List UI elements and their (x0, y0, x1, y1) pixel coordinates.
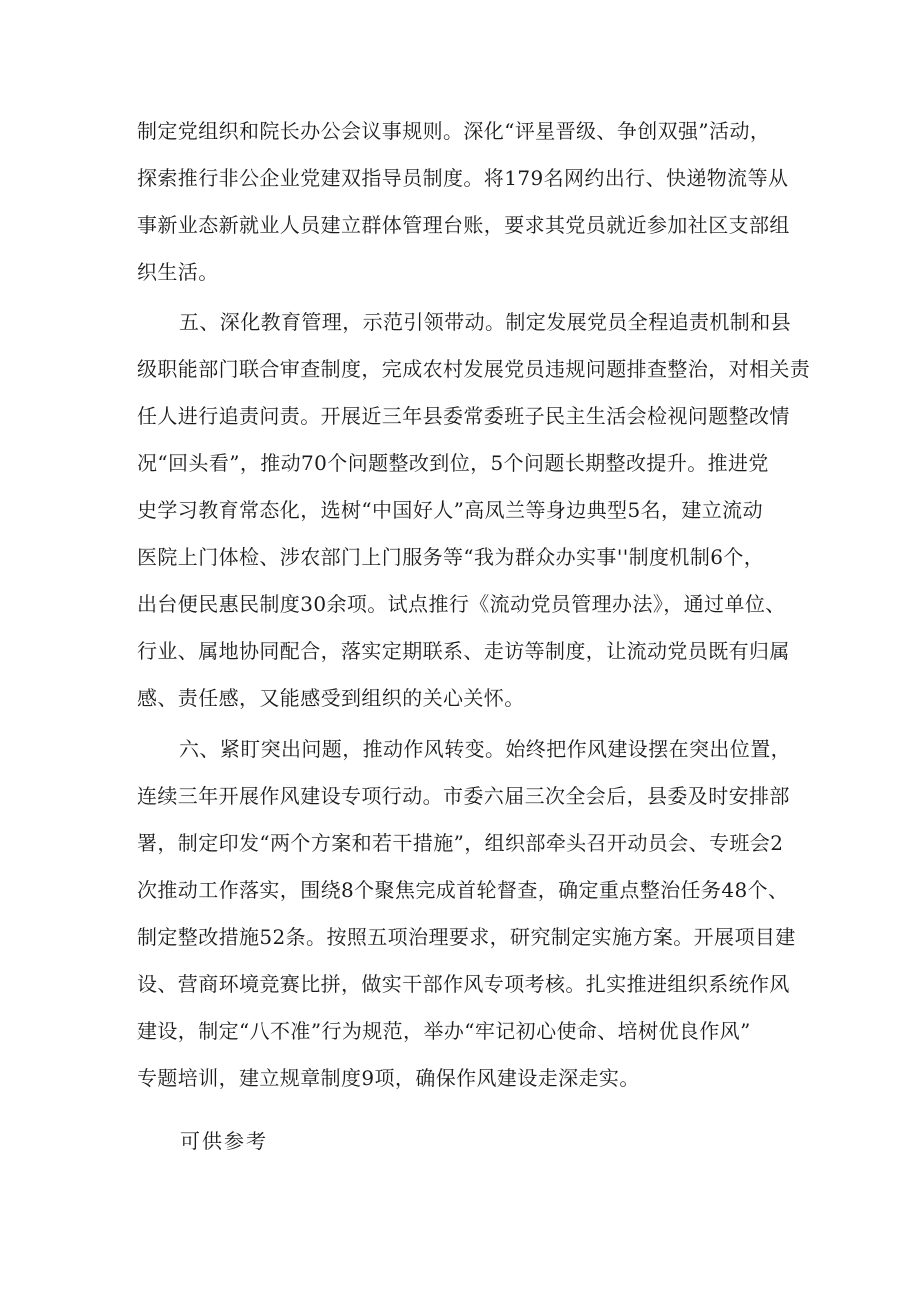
paragraph-2-line-5: 史学习教育常态化，选树“中国好人”高凤兰等身边典型5名，建立流动 (137, 498, 763, 522)
paragraph-2-line-3: 任人进行追责问责。开展近三年县委常委班子民主生活会检视问题整改情 (137, 404, 790, 428)
paragraph-2-line-2: 级职能部门联合审查制度，完成农村发展党员违规问题排查整治，对相关责 (137, 357, 811, 381)
paragraph-3-line-6: 设、营商环境竞赛比拼，做实干部作风专项考核。扎实推进组织系统作风 (137, 972, 790, 996)
paragraph-3-line-2: 连续三年开展作风建设专项行动。市委六届三次全会后，县委及时安排部 (137, 784, 790, 808)
paragraph-1-line-2: 探索推行非公企业党建双指导员制度。将179名网约出行、快递物流等从 (137, 166, 789, 190)
paragraph-3-line-4: 次推动工作落实，围绕8个聚焦完成首轮督查，确定重点整治任务48个、 (137, 878, 789, 902)
paragraph-3-line-3: 署，制定印发“两个方案和若干措施”，组织部牵头召开动员会、专班会2 (137, 831, 784, 855)
paragraph-2-line-4: 况“回头看”，推动70个问题整改到位，5个问题长期整改提升。推进党 (137, 451, 769, 475)
paragraph-3-line-7: 建设，制定“八不准”行为规范，举办“牢记初心使命、培树优良作风” (137, 1019, 751, 1043)
closing-note: 可供参考 (180, 1129, 268, 1153)
paragraph-3-line-8: 专题培训，建立规章制度9项，确保作风建设走深走实。 (137, 1066, 640, 1090)
paragraph-2-line-1: 五、深化教育管理，示范引领带动。制定发展党员全程追责机制和县 (179, 310, 791, 334)
paragraph-3-line-5: 制定整改措施52条。按照五项治理要求，研究制定实施方案。开展项目建 (137, 925, 796, 949)
paragraph-1-line-3: 事新业态新就业人员建立群体管理台账，要求其党员就近参加社区支部组 (137, 213, 790, 237)
paragraph-2-line-6: 医院上门体检、涉农部门上门服务等“我为群众办实事''制度机制6个， (137, 545, 765, 569)
paragraph-2-line-9: 感、责任感，又能感受到组织的关心关怀。 (137, 686, 525, 710)
paragraph-2-line-7: 出台便民惠民制度30余项。试点推行《流动党员管理办法》，通过单位、 (137, 592, 786, 616)
paragraph-1-line-4: 织生活。 (137, 260, 219, 284)
paragraph-2-line-8: 行业、属地协同配合，落实定期联系、走访等制度，让流动党员既有归属 (137, 639, 790, 663)
paragraph-3-line-1: 六、紧盯突出问题，推动作风转变。始终把作风建设摆在突出位置， (179, 737, 791, 761)
paragraph-1-line-1: 制定党组织和院长办公会议事规则。深化“评星晋级、争创双强”活动， (137, 119, 771, 143)
